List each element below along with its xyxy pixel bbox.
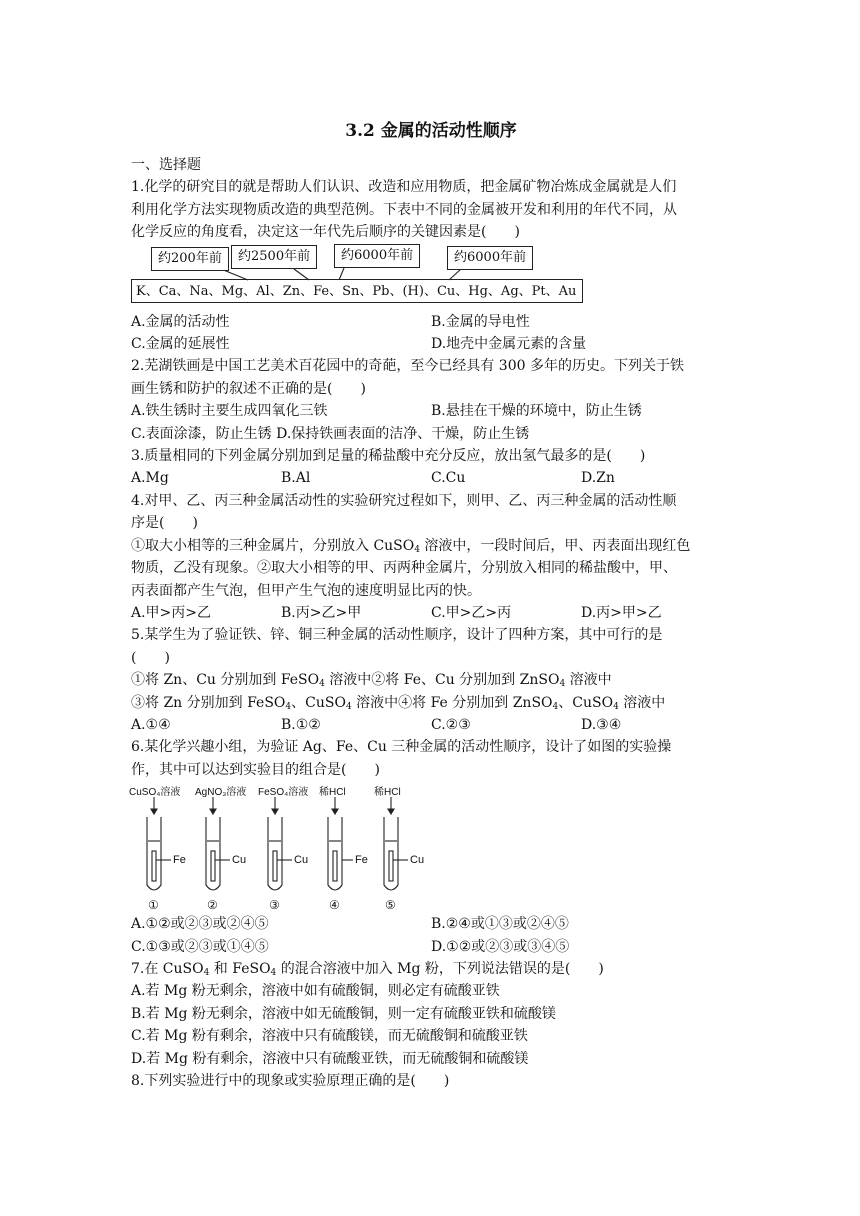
page-title: 3.2 金属的活动性顺序	[345, 121, 517, 141]
question-text: 4.对甲、乙、丙三种金属活动性的实验研究过程如下，则甲、乙、丙三种金属的活动性顺	[131, 492, 677, 509]
options-row	[131, 400, 731, 422]
question-text: 1.化学的研究目的就是帮助人们认识、改造和应用物质，把金属矿物冶炼成金属就是人们	[131, 179, 677, 196]
option-b: B.金属的导电性	[431, 313, 530, 330]
question-text: 6.某化学兴趣小组，为验证 Ag、Fe、Cu 三种金属的活动性顺序，设计了如图的实验操	[131, 739, 672, 756]
question-text: 7.在 CuSO$_4$ 和 FeSO$_4$ 的混合溶液中加入 Mg 粉，下列说法错误的是( )	[131, 960, 604, 978]
metal-label: Cu	[232, 854, 247, 867]
timeline-label: 约200年前	[151, 247, 229, 271]
options-row	[131, 311, 731, 333]
tube-number: ②	[207, 898, 218, 913]
option-b: B.若 Mg 粉无剩余，溶液中如无硫酸铜，则一定有硫酸亚铁和硫酸镁	[131, 1005, 556, 1022]
question-2	[131, 355, 731, 445]
experiment-description: 物质，乙没有现象。②取大小相等的甲、丙两种金属片，分别放入相同的稀盐酸中，甲、	[131, 560, 677, 577]
method-list: ③将 Zn 分别加到 FeSO$_4$、CuSO$_4$ 溶液中④将 Fe 分别加到 ZnSO$_4$、CuSO$_4$ 溶液中	[131, 694, 666, 712]
timeline-label: 约6000年前	[447, 246, 533, 270]
tube-reagent-label: AgNO₃溶液	[195, 787, 247, 799]
question-text: 化学反应的角度看，决定这一年代先后顺序的关键因素是( )	[131, 224, 520, 241]
question-6	[131, 736, 731, 958]
question-text: 利用化学方法实现物质改造的典型范例。下表中不同的金属被开发和利用的年代不同，从	[131, 201, 677, 218]
option-b: B.丙>乙>甲	[281, 604, 362, 621]
option-c: C.金属的延展性	[131, 336, 230, 353]
question-text: 作，其中可以达到实验目的组合是( )	[131, 761, 380, 778]
tube-reagent-label: 稀HCl	[374, 787, 401, 799]
option-d: D.①②或②③或③④⑤	[431, 938, 570, 955]
option-a: A.①②或②③或②④⑤	[131, 916, 269, 933]
option-a: A.Mg	[131, 470, 169, 487]
tube-number: ①	[148, 898, 159, 913]
option-a: A.甲>丙>乙	[131, 604, 212, 621]
metal-label: Cu	[294, 854, 309, 867]
timeline-label: 约6000年前	[334, 244, 420, 268]
question-1	[131, 176, 731, 355]
question-text: 画生锈和防护的叙述不正确的是( )	[131, 380, 366, 397]
tube-number: ④	[329, 898, 340, 913]
metal-timeline-figure	[131, 247, 731, 309]
test-tube-figure	[129, 783, 429, 913]
option-c: C.②③	[431, 716, 471, 733]
question-text: 3.质量相同的下列金属分别加到足量的稀盐酸中充分反应，放出氢气最多的是( )	[131, 448, 646, 465]
options-cd: C.表面涂漆，防止生锈 D.保持铁画表面的洁净、干燥，防止生锈	[131, 425, 530, 442]
test-tubes-drawing	[129, 783, 429, 913]
option-c: C.甲>乙>丙	[431, 604, 512, 621]
metal-label: Fe	[355, 854, 368, 867]
option-b: B.①②	[281, 716, 321, 733]
tube-reagent-label: 稀HCl	[319, 787, 346, 799]
question-4	[131, 490, 731, 624]
option-a: A.若 Mg 粉无剩余，溶液中如有硫酸铜，则必定有硫酸亚铁	[131, 983, 500, 1000]
option-b: B.Al	[281, 470, 311, 487]
question-3	[131, 445, 731, 490]
option-c: C.若 Mg 粉有剩余，溶液中只有硫酸镁，而无硫酸铜和硫酸亚铁	[131, 1028, 528, 1045]
options-row	[131, 467, 731, 489]
option-d: D.地壳中金属元素的含量	[431, 336, 587, 353]
option-d: D.Zn	[581, 470, 615, 487]
section-heading: 一、选择题	[131, 157, 201, 173]
option-a: A.铁生锈时主要生成四氧化三铁	[131, 403, 328, 420]
experiment-description: ①取大小相等的三种金属片，分别放入 CuSO$_4$ 溶液中，一段时间后，甲、丙表面出现红色	[131, 537, 691, 555]
option-b: B.悬挂在干燥的环境中，防止生锈	[431, 403, 642, 420]
question-7	[131, 958, 731, 1070]
question-8	[131, 1070, 731, 1092]
option-c: C.①③或②③或①④⑤	[131, 938, 269, 955]
option-a: A.①④	[131, 716, 171, 733]
option-a: A.金属的活动性	[131, 313, 230, 330]
options-row	[131, 913, 731, 935]
options-row	[131, 333, 731, 355]
option-d: D.③④	[581, 716, 622, 733]
options-row	[131, 602, 731, 624]
metal-sequence: K、Ca、Na、Mg、Al、Zn、Fe、Sn、Pb、(H)、Cu、Hg、Ag、Pt、Au	[131, 279, 583, 303]
tube-number: ⑤	[385, 898, 396, 913]
question-text: 5.某学生为了验证铁、锌、铜三种金属的活动性顺序，设计了四种方案，其中可行的是	[131, 627, 663, 644]
experiment-description: 丙表面都产生气泡，但甲产生气泡的速度明显比丙的快。	[131, 582, 481, 599]
option-c: C.Cu	[431, 470, 466, 487]
options-row	[131, 714, 731, 736]
question-5	[131, 624, 731, 736]
option-d: D.若 Mg 粉有剩余，溶液中只有硫酸亚铁，而无硫酸铜和硫酸镁	[131, 1050, 529, 1067]
tube-reagent-label: FeSO₄溶液	[258, 787, 309, 799]
metal-label: Fe	[173, 854, 186, 867]
question-text: 序是( )	[131, 515, 198, 532]
options-row	[131, 936, 731, 958]
option-b: B.②④或①③或②④⑤	[431, 916, 569, 933]
tube-reagent-label: CuSO₄溶液	[129, 787, 181, 799]
worksheet-page	[131, 118, 731, 1092]
option-d: D.丙>甲>乙	[581, 604, 662, 621]
timeline-label: 约2500年前	[231, 245, 317, 269]
tube-number: ③	[269, 898, 280, 913]
question-text: 2.芜湖铁画是中国工艺美术百花园中的奇葩，至今已经具有 300 多年的历史。下列关于铁	[131, 358, 684, 375]
question-text: 8.下列实验进行中的现象或实验原理正确的是( )	[131, 1073, 450, 1089]
metal-label: Cu	[410, 854, 425, 867]
question-text: ( )	[131, 649, 170, 666]
method-list: ①将 Zn、Cu 分别加到 FeSO$_4$ 溶液中②将 Fe、Cu 分别加到 ZnSO$_4$ 溶液中	[131, 672, 612, 690]
